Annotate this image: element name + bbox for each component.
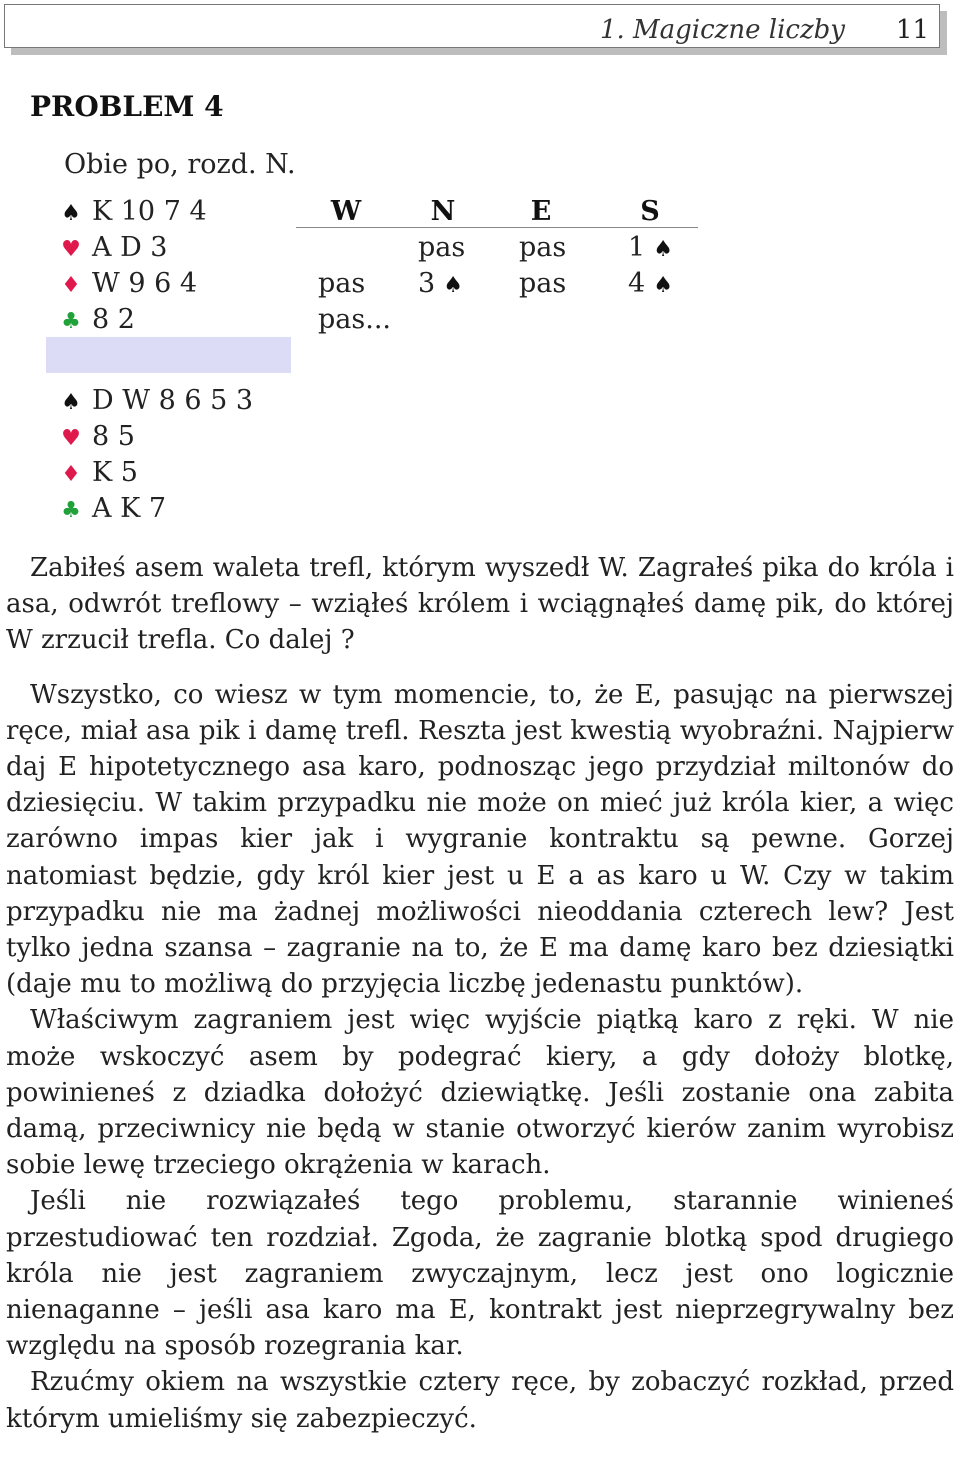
dummy-diamonds [56, 266, 197, 302]
bid-south-2 [628, 266, 673, 302]
bid-east-1: pas [519, 232, 567, 263]
bid-level: 3 [418, 268, 436, 299]
card-holding: 8 2 [92, 304, 135, 335]
declarer-diamonds [56, 455, 138, 491]
card-holding: W 9 6 4 [92, 268, 198, 299]
running-header [4, 4, 940, 48]
problem-title: PROBLEM 4 [30, 90, 224, 123]
bidding-header-north: N [430, 196, 456, 227]
declarer-spades [56, 383, 253, 419]
chapter-title: 1. Magiczne liczby [599, 15, 845, 45]
paragraph: Jeśli nie rozwiązałeś tego problemu, starannie winieneś przestudiować ten rozdział. Zgoda, że zagranie blotką spod drugiego króla nie jest zagraniem zwyczajnym, lecz jest ono logicznie nienaganne – jeśli asa karo ma E, kontrakt jest nieprzegrywalny bez względu na sposób rozegrania kar. [6, 1186, 954, 1362]
bid-west-3: pas... [318, 304, 391, 335]
card-holding: A D 3 [92, 232, 168, 263]
card-holding: 8 5 [92, 421, 135, 452]
paragraph: Rzućmy okiem na wszystkie cztery ręce, by zobaczyć rozkład, przed którym umieliśmy się zabezpieczyć. [6, 1367, 954, 1434]
declarer-hearts [56, 419, 135, 455]
heart-icon: ♥ [61, 426, 81, 451]
bid-south-1 [628, 230, 673, 266]
club-icon: ♣ [61, 498, 81, 523]
spade-icon: ♠ [61, 390, 81, 415]
bidding-header-west: W [330, 196, 362, 227]
dummy-spades [56, 194, 207, 230]
card-holding: D W 8 6 5 3 [92, 385, 254, 416]
dummy-hearts [56, 230, 168, 266]
card-holding: K 5 [92, 457, 138, 488]
diamond-icon: ♦ [61, 462, 81, 487]
dummy-clubs [56, 302, 135, 338]
declarer-clubs [56, 491, 166, 527]
bidding-header-east: E [530, 196, 552, 227]
bid-east-2: pas [519, 268, 567, 299]
bid-north-2 [418, 266, 463, 302]
page-number: 11 [895, 15, 929, 45]
bidding-header-south: S [640, 196, 660, 227]
paragraph: Zabiłeś asem waleta trefl, którym wyszedł W. Zagrałeś pika do króla i asa, odwrót treflowy – wziąłeś królem i wciągnąłeś damę pik, do której W zrzucił trefla. Co dalej ? [6, 553, 954, 656]
bidding-divider [296, 227, 698, 228]
hand-separator [46, 337, 291, 373]
paragraph: Wszystko, co wiesz w tym momencie, to, że E, pasując na pierwszej ręce, miał asa pik i damę trefl. Reszta jest kwestią wyobraźni. Najpierw daj E hipotetycznego asa karo, podnosząc jego przydział miltonów do dziesięciu. W takim przypadku nie może on mieć już króla kier, a więc zarówno impas kier jak i wygranie kontraktu są pewne. Gorzej natomiast będzie, gdy król kier jest u E a as karo u W. Czy w takim przypadku nie ma żadnej możliwości nieoddania czterech lew? Jest tylko jedna szansa – zagranie na to, że E ma damę karo bez dziesiątki (daje mu to możliwą do przyjęcia liczbę jedenastu punktów). [6, 679, 954, 1000]
diamond-icon: ♦ [61, 273, 81, 298]
paragraph: Właściwym zagraniem jest więc wyjście piątką karo z ręki. W nie może wskoczyć asem by podegrać kiery, a gdy dołoży blotkę, powinieneś z dziadka dołożyć dziewiątkę. Jeśli zostanie ona zabita damą, przeciwnicy nie będą w stanie otworzyć kierów zanim wyrobisz sobie lewę trzeciego okrążenia w karach. [6, 1005, 954, 1181]
spade-icon: ♠ [443, 273, 463, 298]
spade-icon: ♠ [653, 273, 673, 298]
spade-icon: ♠ [653, 237, 673, 262]
bid-level: 4 [628, 268, 646, 299]
spade-icon: ♠ [61, 201, 81, 226]
bid-north-1: pas [418, 232, 466, 263]
bid-west-2: pas [318, 268, 366, 299]
card-holding: A K 7 [92, 493, 167, 524]
heart-icon: ♥ [61, 237, 81, 262]
vulnerability-dealer: Obie po, rozd. N. [64, 149, 296, 180]
club-icon: ♣ [61, 309, 81, 334]
bid-level: 1 [628, 232, 646, 263]
solution-text [6, 550, 954, 1437]
card-holding: K 10 7 4 [92, 196, 207, 227]
